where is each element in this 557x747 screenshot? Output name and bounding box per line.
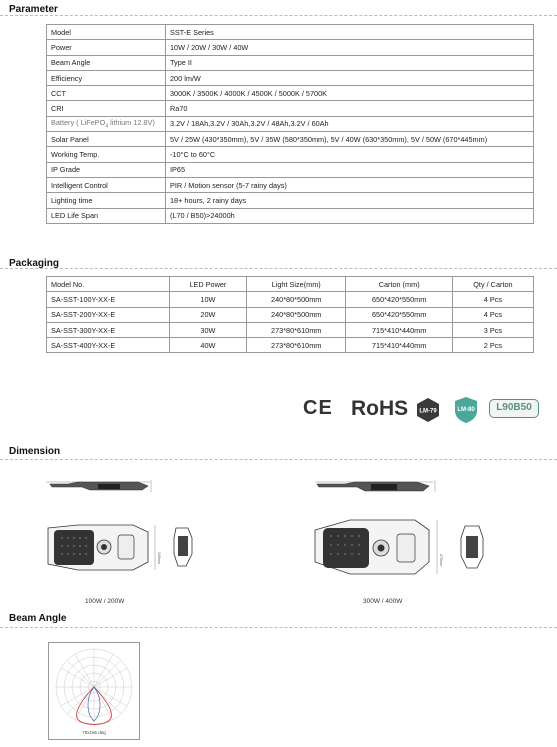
packaging-cell: SA-SST-200Y-XX-E	[47, 307, 170, 322]
divider	[0, 459, 557, 460]
parameter-value: 18+ hours, 2 rainy days	[166, 193, 534, 208]
packaging-cell: 273*80*610mm	[246, 338, 346, 353]
parameter-row	[47, 116, 534, 131]
packaging-cell: 40W	[169, 338, 246, 353]
parameter-row	[47, 86, 534, 101]
l90b50-badge: L90B50	[489, 399, 539, 418]
parameter-row	[47, 40, 534, 55]
packaging-cell: 3 Pcs	[452, 322, 533, 337]
packaging-cell: 650*420*550mm	[346, 307, 452, 322]
parameter-value: 5V / 25W (430*350mm), 5V / 35W (580*350mm), 5V / 40W (630*350mm), 5V / 50W (670*445mm)	[166, 132, 534, 147]
svg-text:LM-79: LM-79	[419, 408, 437, 415]
parameter-key: Efficiency	[47, 70, 166, 85]
packaging-row	[47, 338, 534, 353]
dimension-drawing-large	[305, 470, 495, 585]
packaging-cell: 240*80*500mm	[246, 307, 346, 322]
packaging-header: Light Size(mm)	[246, 277, 346, 292]
parameter-key: Intelligent Control	[47, 177, 166, 192]
parameter-row	[47, 208, 534, 223]
parameter-key: Beam Angle	[47, 55, 166, 70]
section-title-parameter: Parameter	[9, 4, 58, 15]
packaging-header: Model No.	[47, 277, 170, 292]
packaging-cell: 10W	[169, 292, 246, 307]
parameter-value: (L70 / B50)>24000h	[166, 208, 534, 223]
parameter-value: 3.2V / 18Ah,3.2V / 30Ah,3.2V / 48Ah,3.2V / 60Ah	[166, 116, 534, 131]
packaging-cell: 2 Pcs	[452, 338, 533, 353]
parameter-key: Working Temp.	[47, 147, 166, 162]
parameter-key	[47, 116, 166, 131]
parameter-row	[47, 25, 534, 40]
parameter-key-sub: 4	[105, 123, 109, 130]
parameter-key: Power	[47, 40, 166, 55]
parameter-value: Type II	[166, 55, 534, 70]
svg-text:273mm: 273mm	[439, 554, 443, 566]
parameter-table	[46, 24, 534, 224]
parameter-key: Solar Panel	[47, 132, 166, 147]
parameter-key-tail: lithium 12.8V)	[108, 118, 155, 128]
packaging-cell: 4 Pcs	[452, 292, 533, 307]
packaging-cell: 20W	[169, 307, 246, 322]
packaging-cell: 240*80*500mm	[246, 292, 346, 307]
parameter-value: 3000K / 3500K / 4000K / 4500K / 5000K / 5700K	[166, 86, 534, 101]
parameter-key: Model	[47, 25, 166, 40]
dimension-caption-small: 100W / 200W	[85, 598, 125, 605]
dimension-drawing-small	[38, 470, 208, 585]
packaging-header: Qty / Carton	[452, 277, 533, 292]
svg-text:240mm: 240mm	[157, 552, 161, 564]
parameter-row	[47, 70, 534, 85]
parameter-row	[47, 193, 534, 208]
parameter-value: 200 lm/W	[166, 70, 534, 85]
parameter-key: Lighting time	[47, 193, 166, 208]
parameter-key: CCT	[47, 86, 166, 101]
packaging-cell: SA-SST-100Y-XX-E	[47, 292, 170, 307]
packaging-cell: 650*420*550mm	[346, 292, 452, 307]
parameter-row	[47, 147, 534, 162]
ce-mark: CE	[303, 397, 333, 419]
packaging-header: Carton (mm)	[346, 277, 452, 292]
packaging-cell: SA-SST-300Y-XX-E	[47, 322, 170, 337]
packaging-cell: SA-SST-400Y-XX-E	[47, 338, 170, 353]
parameter-value: IP65	[166, 162, 534, 177]
section-title-packaging: Packaging	[9, 258, 60, 269]
parameter-key: LED Life Span	[47, 208, 166, 223]
parameter-row	[47, 132, 534, 147]
packaging-cell: 30W	[169, 322, 246, 337]
packaging-row	[47, 322, 534, 337]
packaging-cell: 273*80*610mm	[246, 322, 346, 337]
parameter-key: CRI	[47, 101, 166, 116]
packaging-row	[47, 307, 534, 322]
packaging-cell: 4 Pcs	[452, 307, 533, 322]
packaging-cell: 715*410*440mm	[346, 322, 452, 337]
packaging-header: LED Power	[169, 277, 246, 292]
packaging-table	[46, 276, 534, 353]
rohs-mark: RoHS	[351, 397, 409, 420]
parameter-row	[47, 162, 534, 177]
parameter-value: -10°C to 60°C	[166, 147, 534, 162]
packaging-cell: 715*410*440mm	[346, 338, 452, 353]
section-title-dimension: Dimension	[9, 446, 61, 457]
parameter-row	[47, 101, 534, 116]
parameter-value: Ra70	[166, 101, 534, 116]
divider	[0, 627, 557, 628]
parameter-key: IP Grade	[47, 162, 166, 177]
parameter-value: 10W / 20W / 30W / 40W	[166, 40, 534, 55]
polar-diagram	[48, 642, 140, 740]
packaging-row	[47, 292, 534, 307]
section-title-beam-angle: Beam Angle	[9, 613, 67, 624]
lm80-badge	[453, 396, 479, 429]
parameter-row	[47, 177, 534, 192]
parameter-value: PIR / Motion sensor (5-7 rainy days)	[166, 177, 534, 192]
svg-text:LM-80: LM-80	[457, 407, 475, 413]
lm79-badge	[415, 397, 441, 428]
parameter-key-text: Battery ( LiFePO	[51, 118, 106, 128]
parameter-value: SST-E Series	[166, 25, 534, 40]
parameter-row	[47, 55, 534, 70]
dimension-caption-large: 300W / 400W	[363, 598, 403, 605]
polar-caption: 75x156 deg	[82, 730, 106, 735]
divider	[0, 15, 557, 16]
divider	[0, 268, 557, 269]
